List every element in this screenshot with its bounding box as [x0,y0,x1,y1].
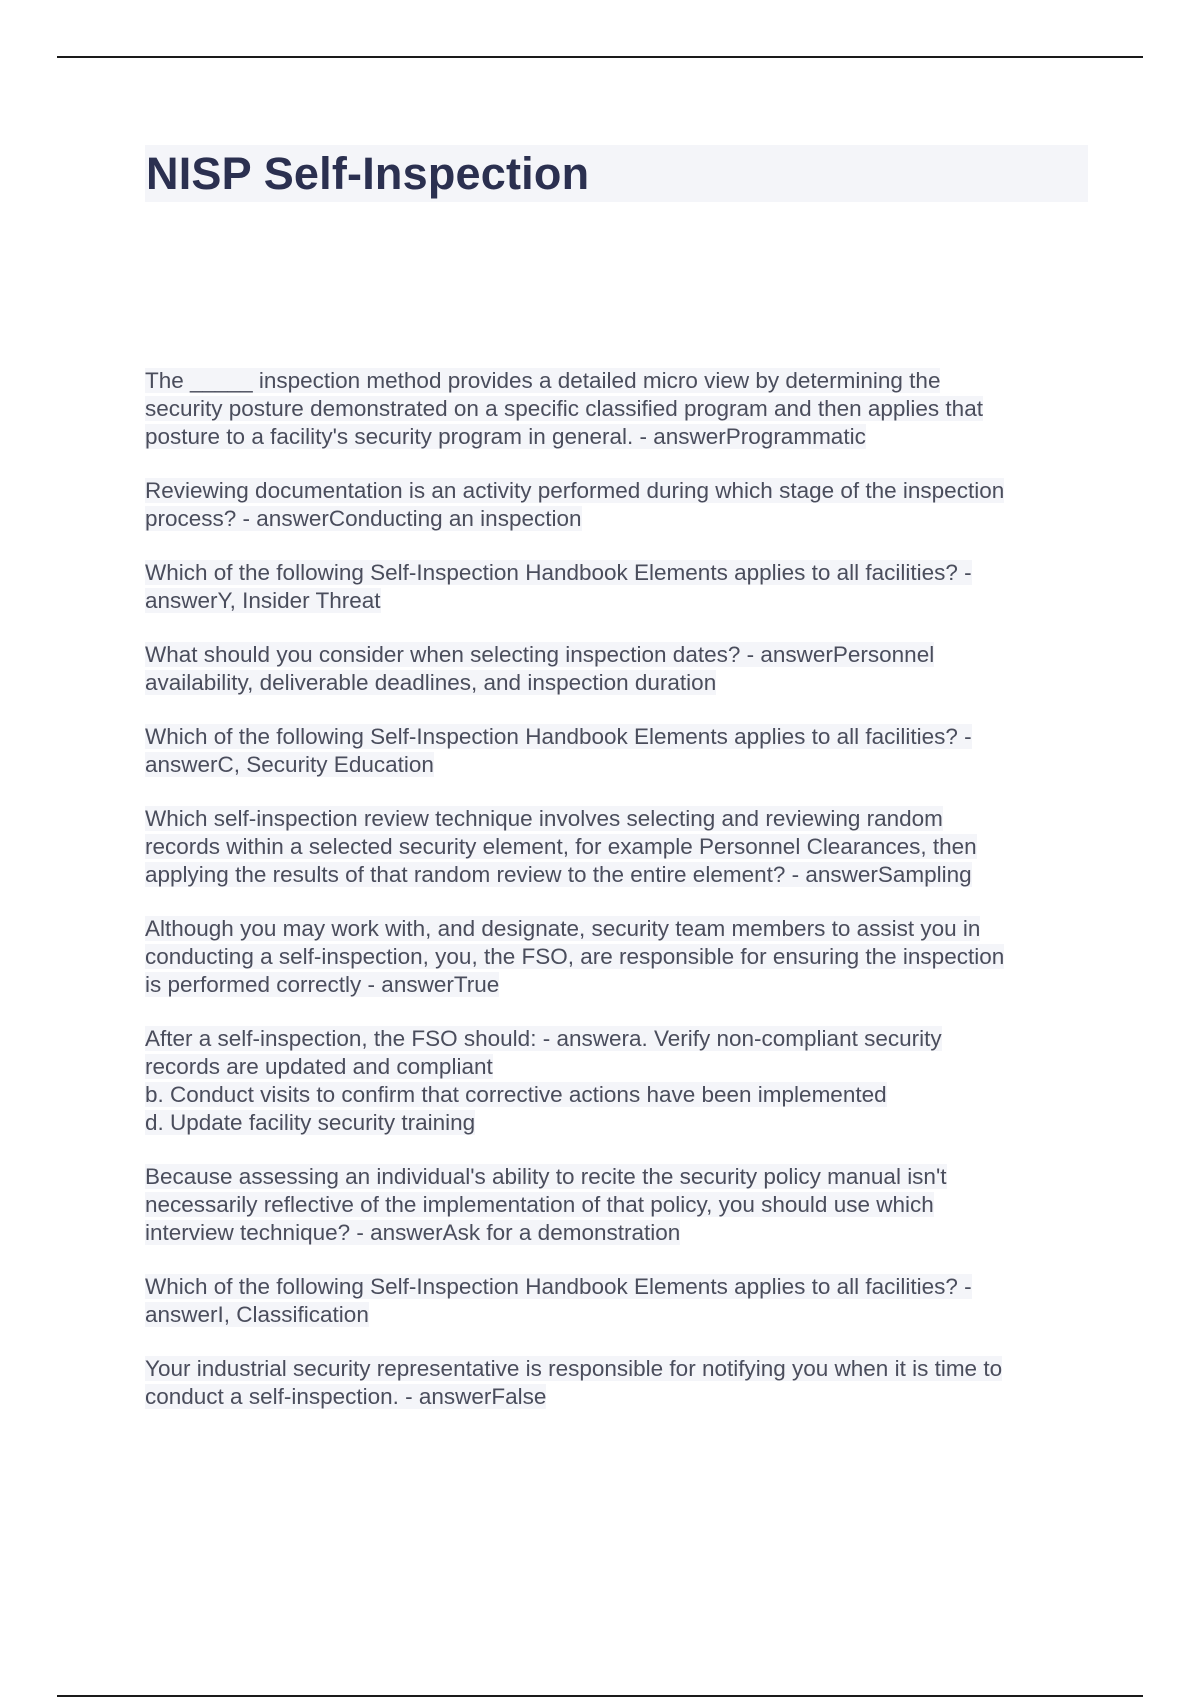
qa-item [145,641,1105,697]
qa-line: b. Conduct visits to confirm that corrective actions have been implemented [145,1082,887,1107]
qa-line: conducting a self-inspection, you, the FSO, are responsible for ensuring the inspection [145,944,1005,969]
qa-line: security posture demonstrated on a specific classified program and then applies that [145,396,983,421]
qa-line: answerI, Classification [145,1302,369,1327]
qa-line: process? - answerConducting an inspection [145,506,582,531]
qa-line: answerY, Insider Threat [145,588,381,613]
qa-line: interview technique? - answerAsk for a demonstration [145,1220,681,1245]
qa-line: Your industrial security representative is responsible for notifying you when it is time to [145,1356,1003,1381]
qa-item [145,477,1105,533]
qa-line: records are updated and compliant [145,1054,493,1079]
qa-line: records within a selected security element, for example Personnel Clearances, then [145,834,977,859]
qa-line: answerC, Security Education [145,752,434,777]
qa-line: Which of the following Self-Inspection Handbook Elements applies to all facilities? - [145,560,972,585]
top-divider [57,56,1143,58]
qa-item [145,367,1105,451]
qa-item [145,723,1105,779]
qa-line: Which of the following Self-Inspection Handbook Elements applies to all facilities? - [145,1274,972,1299]
qa-line: The _____ inspection method provides a detailed micro view by determining the [145,368,941,393]
qa-item [145,1025,1105,1137]
qa-item [145,1273,1105,1329]
qa-line: Which self-inspection review technique involves selecting and reviewing random [145,806,943,831]
qa-item [145,1163,1105,1247]
qa-item [145,915,1105,999]
qa-item [145,559,1105,615]
qa-line: d. Update facility security training [145,1110,476,1135]
qa-line: is performed correctly - answerTrue [145,972,500,997]
qa-line: Although you may work with, and designate, security team members to assist you in [145,916,981,941]
qa-line: Because assessing an individual's ability to recite the security policy manual isn't [145,1164,947,1189]
qa-line: posture to a facility's security program in general. - answerProgrammatic [145,424,866,449]
qa-list [145,367,1105,1437]
qa-line: What should you consider when selecting inspection dates? - answerPersonnel [145,642,935,667]
qa-item [145,805,1105,889]
qa-item [145,1355,1105,1411]
qa-line: necessarily reflective of the implementation of that policy, you should use which [145,1192,934,1217]
qa-line: conduct a self-inspection. - answerFalse [145,1384,547,1409]
qa-line: applying the results of that random review to the entire element? - answerSampling [145,862,972,887]
qa-line: Reviewing documentation is an activity performed during which stage of the inspection [145,478,1005,503]
qa-line: After a self-inspection, the FSO should: - answera. Verify non-compliant security [145,1026,942,1051]
qa-line: availability, deliverable deadlines, and inspection duration [145,670,717,695]
bottom-divider [57,1695,1143,1697]
page-title: NISP Self-Inspection [146,148,590,199]
qa-line: Which of the following Self-Inspection Handbook Elements applies to all facilities? - [145,724,972,749]
